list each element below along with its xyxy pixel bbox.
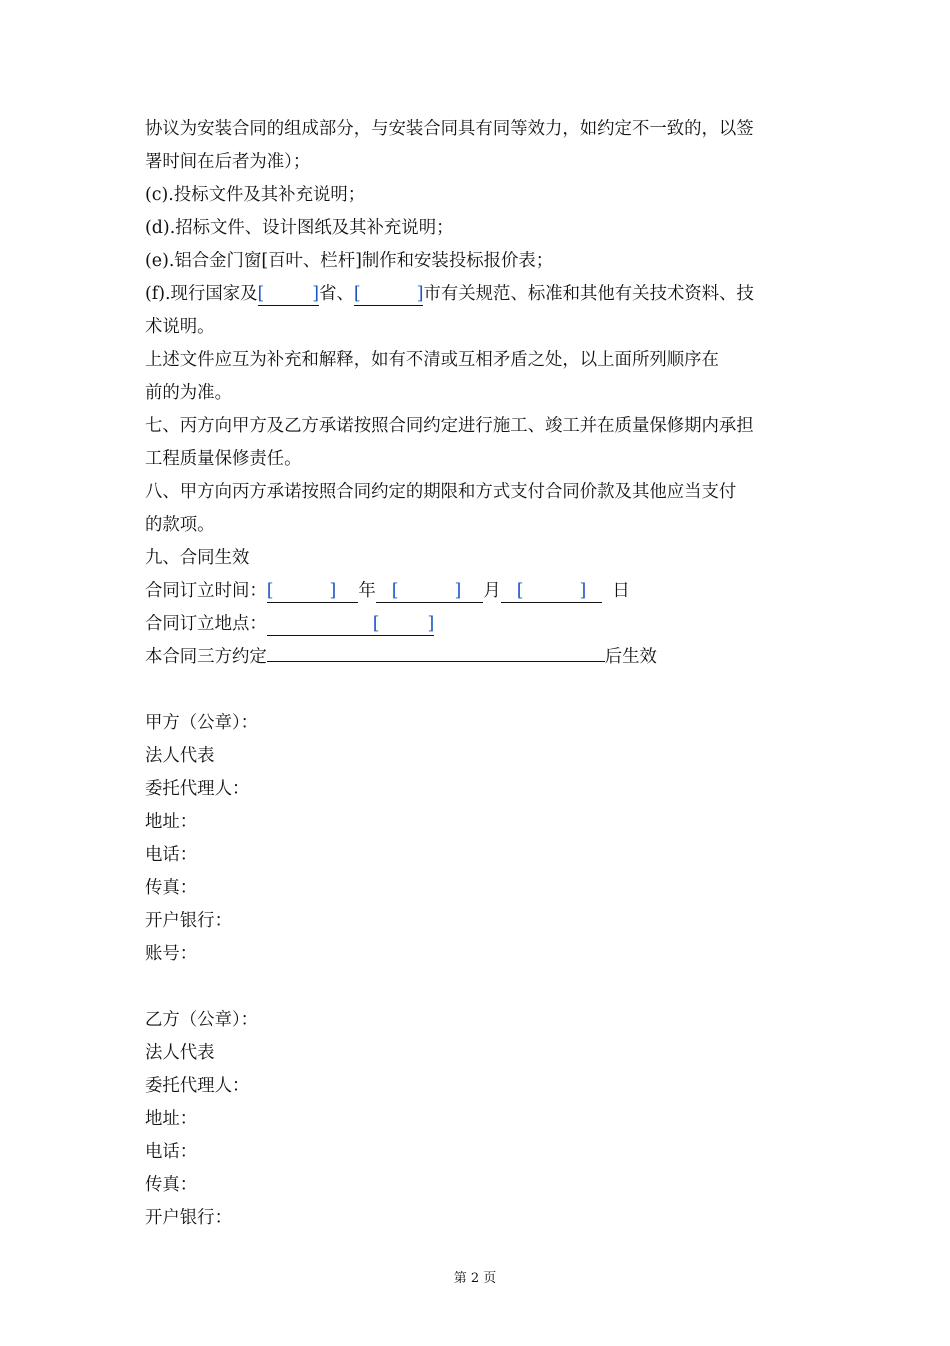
item-f-mid: 省、 <box>319 284 354 304</box>
list-item-f <box>145 278 810 311</box>
clause-nine-heading: 九、合同生效 <box>145 548 250 568</box>
blank-fill <box>461 576 483 596</box>
item-f-suffix: 市有关规范、标准和其他有关技术资料、技 <box>423 284 754 304</box>
spacer <box>145 971 810 1004</box>
party-a-field: 账号： <box>145 944 198 964</box>
agree-prefix: 本合同三方约定 <box>145 647 267 667</box>
party-a-field: 传真： <box>145 878 198 898</box>
party-a-field: 开户银行： <box>145 911 232 931</box>
bracket-open: [ <box>257 284 265 304</box>
bracket-open: [ <box>372 614 380 634</box>
year-blank[interactable] <box>267 576 359 603</box>
month-blank[interactable] <box>376 576 484 603</box>
agree-suffix: 后生效 <box>604 647 657 667</box>
clause-eight: 八、甲方向丙方承诺按照合同约定的期限和方式支付合同价款及其他应当支付 <box>145 482 737 502</box>
party-b-field: 开户银行： <box>145 1208 232 1228</box>
party-b-title: 乙方（公章）： <box>145 1010 259 1030</box>
paragraph-line: 上述文件应互为补充和解释，如有不清或互相矛盾之处，以上面所列顺序在 <box>145 350 719 370</box>
paragraph-line: 术说明。 <box>145 317 215 337</box>
party-a-field: 电话： <box>145 845 198 865</box>
party-a-field: 地址： <box>145 812 198 832</box>
blank-fill <box>376 576 392 596</box>
document-body <box>145 113 810 1235</box>
paragraph-line: 前的为准。 <box>145 383 232 403</box>
party-b-field: 法人代表 <box>145 1043 215 1063</box>
clause-seven: 七、丙方向甲方及乙方承诺按照合同约定进行施工、竣工并在质量保修期内承担 <box>145 416 754 436</box>
contract-place-line <box>145 608 810 641</box>
effective-condition-line <box>145 641 810 674</box>
blank-fill <box>361 279 417 299</box>
paragraph-line: 的款项。 <box>145 515 215 535</box>
blank-fill <box>267 609 373 629</box>
bracket-close: ] <box>416 284 424 304</box>
party-b-field: 电话： <box>145 1142 198 1162</box>
party-b-field: 委托代理人： <box>145 1076 250 1096</box>
bracket-open: [ <box>516 581 524 601</box>
day-blank[interactable] <box>501 576 603 603</box>
bracket-close: ] <box>427 614 435 634</box>
list-item-d: (d).招标文件、设计图纸及其补充说明； <box>145 218 454 238</box>
year-label: 年 <box>358 581 376 601</box>
bracket-close: ] <box>579 581 587 601</box>
bracket-open: [ <box>391 581 399 601</box>
bracket-close: ] <box>312 284 320 304</box>
bracket-close: ] <box>454 581 462 601</box>
blank-fill <box>501 576 517 596</box>
blank-fill <box>524 576 580 596</box>
blank-fill <box>586 576 602 596</box>
place-blank[interactable] <box>267 609 435 636</box>
party-b-field: 传真： <box>145 1175 198 1195</box>
page-number: 第 2 页 <box>453 1271 497 1286</box>
list-item-e: (e).铝合金门窗[百叶、栏杆]制作和安装投标报价表； <box>145 251 554 271</box>
blank-fill <box>399 576 455 596</box>
blank-fill <box>264 279 312 299</box>
contract-date-line <box>145 575 810 608</box>
province-blank[interactable] <box>258 279 320 306</box>
party-a-field: 委托代理人： <box>145 779 250 799</box>
paragraph-line: 协议为安装合同的组成部分，与安装合同具有同等效力，如约定不一致的，以签 <box>145 119 754 139</box>
party-b-field: 地址： <box>145 1109 198 1129</box>
condition-blank[interactable] <box>267 641 605 662</box>
blank-fill <box>380 609 428 629</box>
place-label: 合同订立地点： <box>145 614 267 634</box>
blank-fill <box>274 576 330 596</box>
list-item-c: (c).投标文件及其补充说明； <box>145 185 366 205</box>
paragraph-line: 署时间在后者为准）； <box>145 152 311 172</box>
bracket-open: [ <box>353 284 361 304</box>
paragraph-line: 工程质量保修责任。 <box>145 449 302 469</box>
item-f-prefix: (f).现行国家及 <box>145 284 258 304</box>
party-a-title: 甲方（公章）： <box>145 713 259 733</box>
date-label: 合同订立时间： <box>145 581 267 601</box>
spacer <box>145 674 810 707</box>
bracket-open: [ <box>266 581 274 601</box>
party-a-field: 法人代表 <box>145 746 215 766</box>
blank-fill <box>336 576 358 596</box>
bracket-close: ] <box>329 581 337 601</box>
day-label: 日 <box>612 581 630 601</box>
city-blank[interactable] <box>354 279 424 306</box>
month-label: 月 <box>483 581 501 601</box>
